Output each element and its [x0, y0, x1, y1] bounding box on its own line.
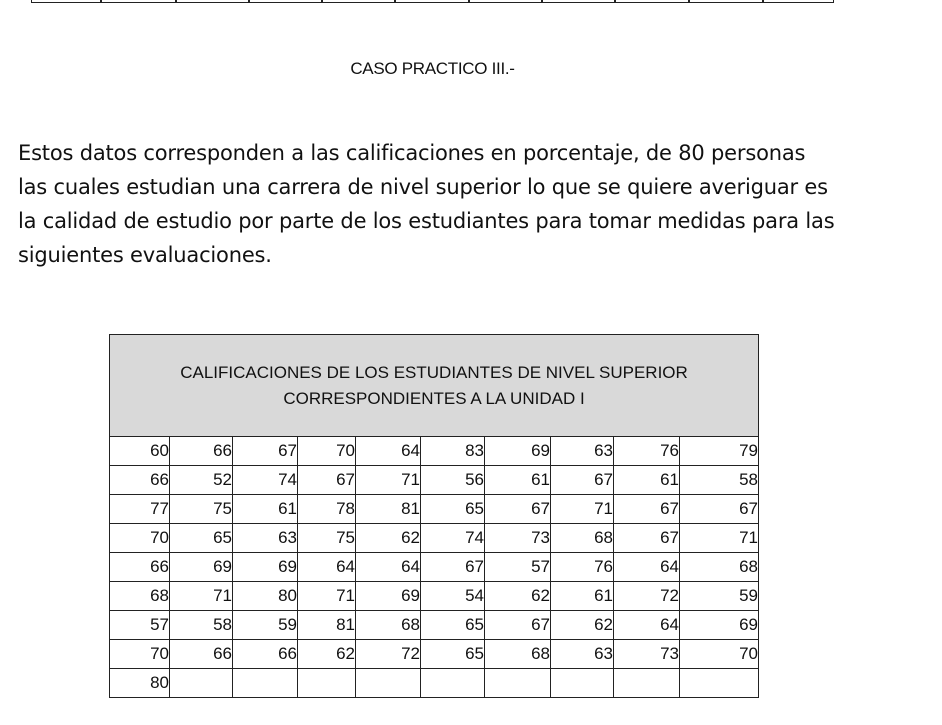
- grade-cell: 78: [298, 495, 356, 524]
- previous-table-divider: [248, 0, 250, 3]
- grade-cell: 64: [298, 553, 356, 582]
- grade-cell: 62: [356, 524, 421, 553]
- grade-cell: 67: [614, 495, 680, 524]
- grade-cell: 68: [356, 611, 421, 640]
- table-header: [110, 335, 759, 437]
- intro-paragraph: [18, 136, 858, 272]
- table-header-line: CALIFICACIONES DE LOS ESTUDIANTES DE NIVEL SUPERIOR: [180, 362, 688, 382]
- grade-cell: 71: [356, 466, 421, 495]
- grade-cell: 61: [614, 466, 680, 495]
- grades-table: [109, 334, 759, 698]
- grade-cell: 76: [614, 437, 680, 466]
- grade-cell: [421, 669, 485, 698]
- grade-cell: [233, 669, 298, 698]
- grade-cell: 69: [170, 553, 233, 582]
- grade-cell: 81: [298, 611, 356, 640]
- grade-cell: [170, 669, 233, 698]
- grade-cell: 58: [170, 611, 233, 640]
- case-title: CASO PRACTICO III.-: [350, 59, 515, 78]
- grade-cell: 65: [421, 611, 485, 640]
- grade-cell: 80: [110, 669, 170, 698]
- grade-cell: 67: [421, 553, 485, 582]
- grade-cell: 61: [485, 466, 551, 495]
- grade-cell: 73: [614, 640, 680, 669]
- grade-cell: 62: [551, 611, 614, 640]
- grade-cell: 83: [421, 437, 485, 466]
- grade-cell: 66: [110, 466, 170, 495]
- grade-cell: 63: [551, 640, 614, 669]
- grade-cell: 69: [485, 437, 551, 466]
- grade-cell: 64: [356, 437, 421, 466]
- grade-cell: 70: [110, 524, 170, 553]
- table-row: [110, 582, 759, 611]
- grade-cell: 65: [170, 524, 233, 553]
- grade-cell: 61: [551, 582, 614, 611]
- previous-table-divider: [321, 0, 323, 3]
- grade-cell: 69: [680, 611, 759, 640]
- grade-cell: 61: [233, 495, 298, 524]
- grade-cell: [614, 669, 680, 698]
- table-row: [110, 437, 759, 466]
- grade-cell: 70: [298, 437, 356, 466]
- grade-cell: 77: [110, 495, 170, 524]
- grade-cell: 66: [170, 640, 233, 669]
- intro-line: la calidad de estudio por parte de los estudiantes para tomar medidas para las: [18, 209, 835, 233]
- grade-cell: 69: [356, 582, 421, 611]
- grade-cell: 64: [614, 611, 680, 640]
- grade-cell: 67: [485, 495, 551, 524]
- previous-table-divider: [762, 0, 764, 3]
- table-row: [110, 466, 759, 495]
- grade-cell: 70: [680, 640, 759, 669]
- grade-cell: [485, 669, 551, 698]
- grade-cell: 73: [485, 524, 551, 553]
- table-row: [110, 553, 759, 582]
- intro-line: siguientes evaluaciones.: [18, 243, 272, 267]
- previous-table-divider: [614, 0, 616, 3]
- grade-cell: [551, 669, 614, 698]
- grade-cell: 68: [110, 582, 170, 611]
- table-row: [110, 611, 759, 640]
- grade-cell: 52: [170, 466, 233, 495]
- grade-cell: 68: [680, 553, 759, 582]
- grade-cell: 71: [170, 582, 233, 611]
- grade-cell: 65: [421, 640, 485, 669]
- grade-cell: 63: [551, 437, 614, 466]
- previous-table-divider: [394, 0, 396, 3]
- grade-cell: 59: [233, 611, 298, 640]
- grade-cell: 74: [233, 466, 298, 495]
- grade-cell: 54: [421, 582, 485, 611]
- grade-cell: 71: [680, 524, 759, 553]
- previous-table-divider: [100, 0, 102, 3]
- grade-cell: 67: [485, 611, 551, 640]
- grade-cell: 66: [233, 640, 298, 669]
- grade-cell: 62: [485, 582, 551, 611]
- table-row: [110, 495, 759, 524]
- grade-cell: 65: [421, 495, 485, 524]
- grade-cell: 56: [421, 466, 485, 495]
- grade-cell: 76: [551, 553, 614, 582]
- grade-cell: 64: [614, 553, 680, 582]
- previous-table-divider: [541, 0, 543, 3]
- grade-cell: 66: [110, 553, 170, 582]
- grade-cell: 71: [551, 495, 614, 524]
- intro-line: las cuales estudian una carrera de nivel superior lo que se quiere averiguar es: [18, 175, 828, 199]
- grade-cell: 68: [551, 524, 614, 553]
- grades-table-body: [110, 437, 759, 698]
- grade-cell: 79: [680, 437, 759, 466]
- grade-cell: 80: [233, 582, 298, 611]
- grade-cell: 67: [298, 466, 356, 495]
- grade-cell: 72: [356, 640, 421, 669]
- previous-table-divider: [468, 0, 470, 3]
- grade-cell: 58: [680, 466, 759, 495]
- grade-cell: 74: [421, 524, 485, 553]
- previous-table-divider: [175, 0, 177, 3]
- table-row: [110, 524, 759, 553]
- grade-cell: 71: [298, 582, 356, 611]
- grade-cell: [298, 669, 356, 698]
- grade-cell: 70: [110, 640, 170, 669]
- grade-cell: 64: [356, 553, 421, 582]
- grade-cell: [680, 669, 759, 698]
- grade-cell: 75: [170, 495, 233, 524]
- intro-line: Estos datos corresponden a las calificaciones en porcentaje, de 80 personas: [18, 141, 806, 165]
- grade-cell: 63: [233, 524, 298, 553]
- grade-cell: 67: [551, 466, 614, 495]
- grade-cell: 81: [356, 495, 421, 524]
- grade-cell: 69: [233, 553, 298, 582]
- grade-cell: 67: [680, 495, 759, 524]
- grade-cell: 67: [614, 524, 680, 553]
- grade-cell: 59: [680, 582, 759, 611]
- previous-table-divider: [688, 0, 690, 3]
- grade-cell: 75: [298, 524, 356, 553]
- grade-cell: [356, 669, 421, 698]
- table-row: [110, 640, 759, 669]
- table-header-line: CORRESPONDIENTES A LA UNIDAD I: [283, 388, 585, 408]
- grade-cell: 72: [614, 582, 680, 611]
- grade-cell: 68: [485, 640, 551, 669]
- grade-cell: 66: [170, 437, 233, 466]
- grade-cell: 60: [110, 437, 170, 466]
- previous-table-bottom-edge: [31, 0, 834, 3]
- grade-cell: 62: [298, 640, 356, 669]
- table-row: [110, 669, 759, 698]
- grade-cell: 67: [233, 437, 298, 466]
- grade-cell: 57: [110, 611, 170, 640]
- grade-cell: 57: [485, 553, 551, 582]
